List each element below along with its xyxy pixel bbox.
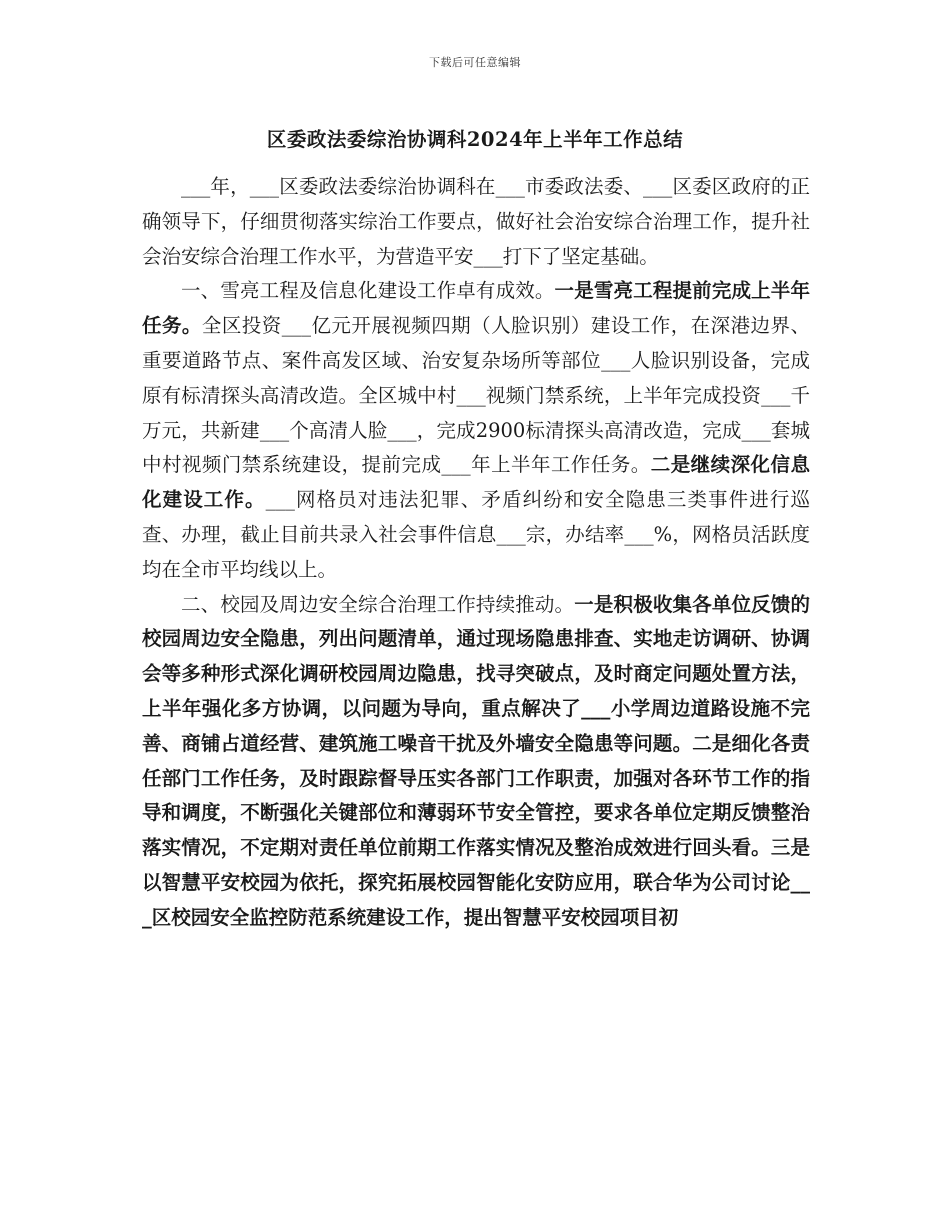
paragraph-intro: ___年，___区委政法委综治协调科在___市委政法委、___区委区政府的正确领导下，仔细贯彻落实综治工作要点，做好社会治安综合治理工作，提升社会治安综合治理工作水平，为营造平安___打下了坚定基础。 [142,175,810,268]
paragraph-section-2 [142,588,810,936]
section-2-lead: 二、校园及周边安全综合治理工作持续推动。 [181,592,575,616]
document-title: 区委政法委综治协调科2024年上半年工作总结 [266,128,684,151]
section-1-point-2-heading: 二是继续深化信息化建设工作。 [142,453,810,512]
section-2-body: 一是积极收集各单位反馈的校园周边安全隐患，列出问题清单，通过现场隐患排查、实地走访调研、协调会等多种形式深化调研校园周边隐患，找寻突破点，及时商定问题处置方法，上半年强化多方协调，以问题为导向，重点解决了___小学周边道路设施不完善、商铺占道经营、建筑施工噪音干扰及外墙安全隐患等问题。二是细化各责任部门工作任务，及时跟踪督导压实各部门工作职责，加强对各环节工作的指导和调度，不断强化关键部位和薄弱环节安全管控，要求各单位定期反馈整治落实情况，不定期对责任单位前期工作落实情况及整治成效进行回头看。三是以智慧平安校园为依托，探究拓展校园智能化安防应用，联合华为公司讨论___区校园安全监控防范系统建设工作，提出智慧平安校园项目初 [142,592,810,929]
section-1-point-2-text: ___网格员对违法犯罪、矛盾纠纷和安全隐患三类事件进行巡查、办理，截止目前共录入社会事件信息___宗，办结率___%，网格员活跃度均在全市平均线以上。 [142,488,810,581]
document-body [142,170,810,936]
section-1-point-1-text: 全区投资___亿元开展视频四期（人脸识别）建设工作，在深港边界、重要道路节点、案件高发区域、治安复杂场所等部位___人脸识别设备，完成原有标清探头高清改造。全区城中村___视频门禁系统，上半年完成投资___千万元，共新建___个高清人脸___，完成2900标清探头高清改造，完成___套城中村视频门禁系统建设，提前完成___年上半年工作任务。 [142,314,810,477]
section-1-lead: 一、雪亮工程及信息化建设工作卓有成效。 [181,279,555,303]
paragraph-section-1 [142,274,810,587]
section-1-point-1-heading: 一是雪亮工程提前完成上半年任务。 [142,279,810,338]
header-note: 下载后可任意编辑 [429,56,521,69]
